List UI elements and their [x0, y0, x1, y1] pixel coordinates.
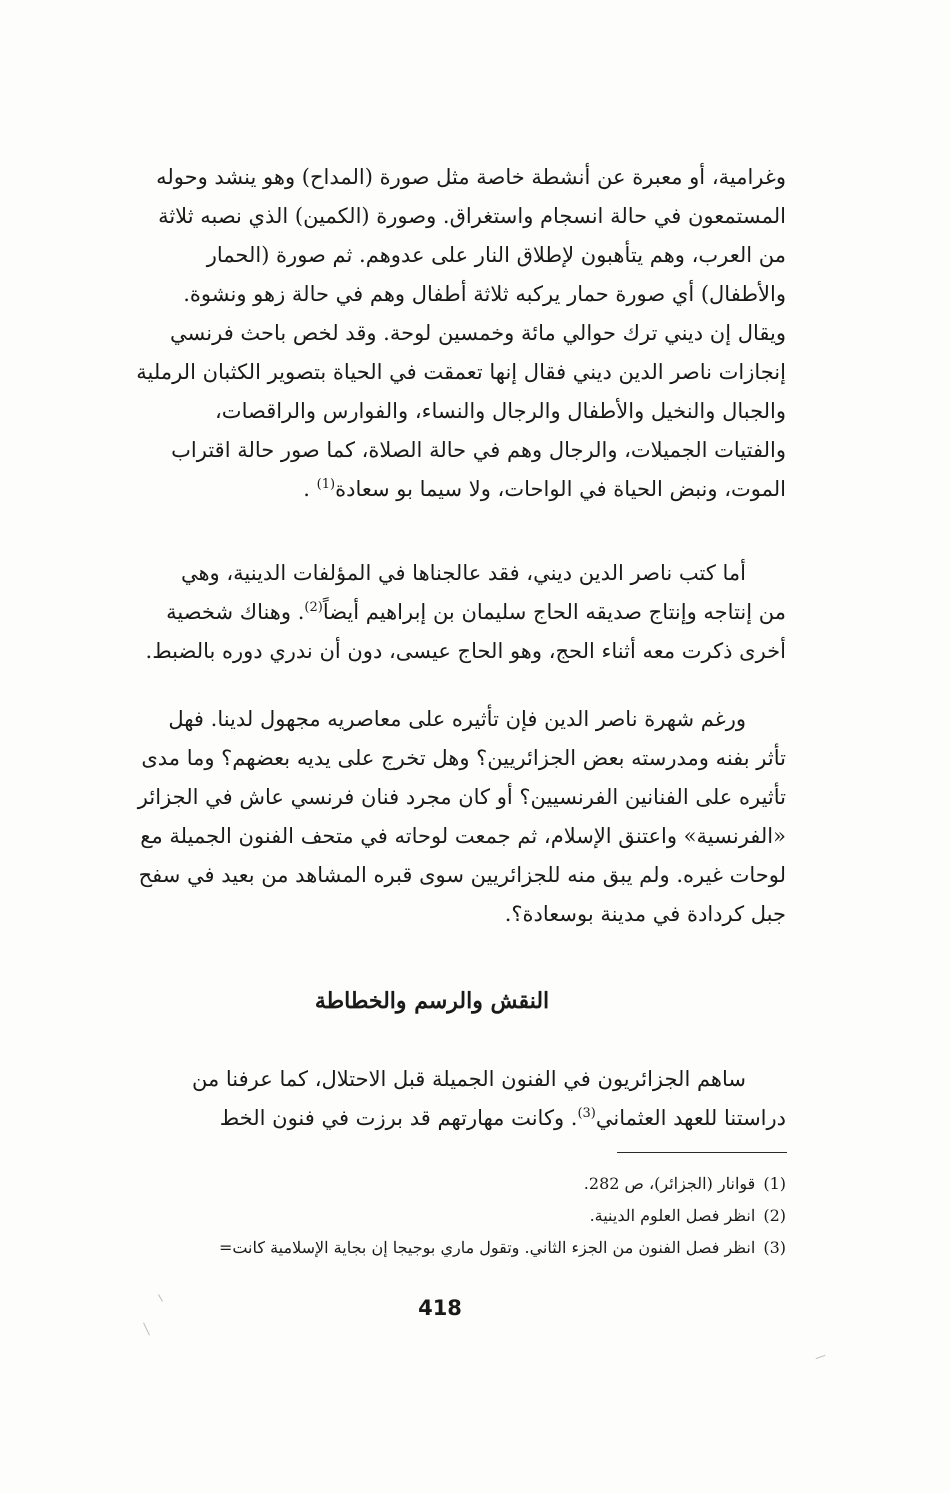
- text-line: «الفرنسية» واعتنق الإسلام، ثم جمعت لوحاته في متحف الفنون الجميلة مع: [140, 824, 786, 848]
- footnote-divider: [617, 1152, 787, 1153]
- text-span: .: [303, 477, 310, 501]
- text-line: من العرب، وهم يتأهبون لإطلاق النار على عدوهم. ثم صورة (الحمار: [206, 243, 786, 267]
- section-heading: النقش والرسم والخطاطة: [314, 988, 550, 1014]
- text-line: تأثر بفنه ومدرسته بعض الجزائريين؟ وهل تخرج على يديه بعضهم؟ وما مدى: [141, 746, 786, 770]
- text-line: والأطفال) أي صورة حمار يركبه ثلاثة أطفال وهم في حالة زهو ونشوة.: [183, 282, 786, 306]
- text-line: والجبال والنخيل والأطفال والرجال والنساء، والفوارس والراقصات،: [215, 399, 786, 423]
- text-line: والفتيات الجميلات، والرجال وهم في حالة الصلاة، كما صور حالة اقتراب: [171, 438, 786, 462]
- text-line: [78, 470, 786, 509]
- text-span: . وكانت مهارتهم قد برزت في فنون الخط: [219, 1106, 578, 1130]
- text-span: من إنتاجه وإنتاج صديقه الحاج سليمان بن إبراهيم أيضاً: [322, 600, 786, 624]
- text-line: إنجازات ناصر الدين ديني فقال إنها تعمقت في الحياة بتصوير الكثبان الرملية: [136, 360, 786, 384]
- paragraph-1: [78, 158, 786, 509]
- text-line: المستمعون في حالة انسجام واستغراق. وصورة (الكمين) الذي نصبه ثلاثة: [158, 204, 786, 228]
- text-span: الموت، ونبض الحياة في الواحات، ولا سيما بو سعادة: [335, 477, 786, 501]
- footnote-text: انظر فصل الفنون من الجزء الثاني. وتقول ماري بوجيجا إن بجاية الإسلامية كانت=: [218, 1238, 756, 1257]
- text-span: دراستنا للعهد العثماني: [595, 1106, 786, 1130]
- scan-mark: [816, 1355, 826, 1359]
- footnote-reference: (2): [304, 600, 323, 615]
- footnote-reference: (3): [577, 1106, 596, 1121]
- paragraph-2: [78, 554, 786, 671]
- text-line: تأثيره على الفنانين الفرنسيين؟ أو كان مجرد فنان فرنسي عاش في الجزائر: [137, 785, 786, 809]
- footnote-item: [60, 1232, 786, 1264]
- scan-mark: [143, 1322, 150, 1335]
- paragraph-4: [78, 1060, 786, 1138]
- text-line: لوحات غيره. ولم يبق منه للجزائريين سوى قبره المشاهد من بعيد في سفح: [138, 863, 786, 887]
- footnote-number: (3): [763, 1238, 786, 1257]
- footnotes: [60, 1168, 786, 1264]
- footnote-item: [60, 1200, 786, 1232]
- footnote-number: (2): [763, 1206, 786, 1225]
- text-line: أما كتب ناصر الدين ديني، فقد عالجناها في المؤلفات الدينية، وهي: [180, 561, 746, 585]
- text-line: وغرامية، أو معبرة عن أنشطة خاصة مثل صورة (المداح) وهو ينشد وحوله: [156, 165, 786, 189]
- text-line: ويقال إن ديني ترك حوالي مائة وخمسين لوحة. وقد لخص باحث فرنسي: [170, 321, 786, 345]
- footnote-text: انظر فصل العلوم الدينية.: [589, 1206, 756, 1225]
- text-line: [78, 1099, 786, 1138]
- text-span: . وهناك شخصية: [166, 600, 305, 624]
- page-number: 418: [418, 1296, 462, 1320]
- footnote-reference: (1): [316, 477, 336, 492]
- text-line: ورغم شهرة ناصر الدين فإن تأثيره على معاصريه مجهول لدينا. فهل: [168, 707, 746, 731]
- footnote-item: [60, 1168, 786, 1200]
- text-line: ساهم الجزائريون في الفنون الجميلة قبل الاحتلال، كما عرفنا من: [192, 1067, 746, 1091]
- text-line: [78, 593, 786, 632]
- text-line: جبل كردادة في مدينة بوسعادة؟.: [504, 902, 786, 926]
- text-line: أخرى ذكرت معه أثناء الحج، وهو الحاج عيسى، دون أن ندري دوره بالضبط.: [145, 639, 786, 663]
- footnote-text: قوانار (الجزائر)، ص 282.: [583, 1174, 756, 1193]
- paragraph-3: [78, 700, 786, 934]
- footnote-number: (1): [763, 1174, 786, 1193]
